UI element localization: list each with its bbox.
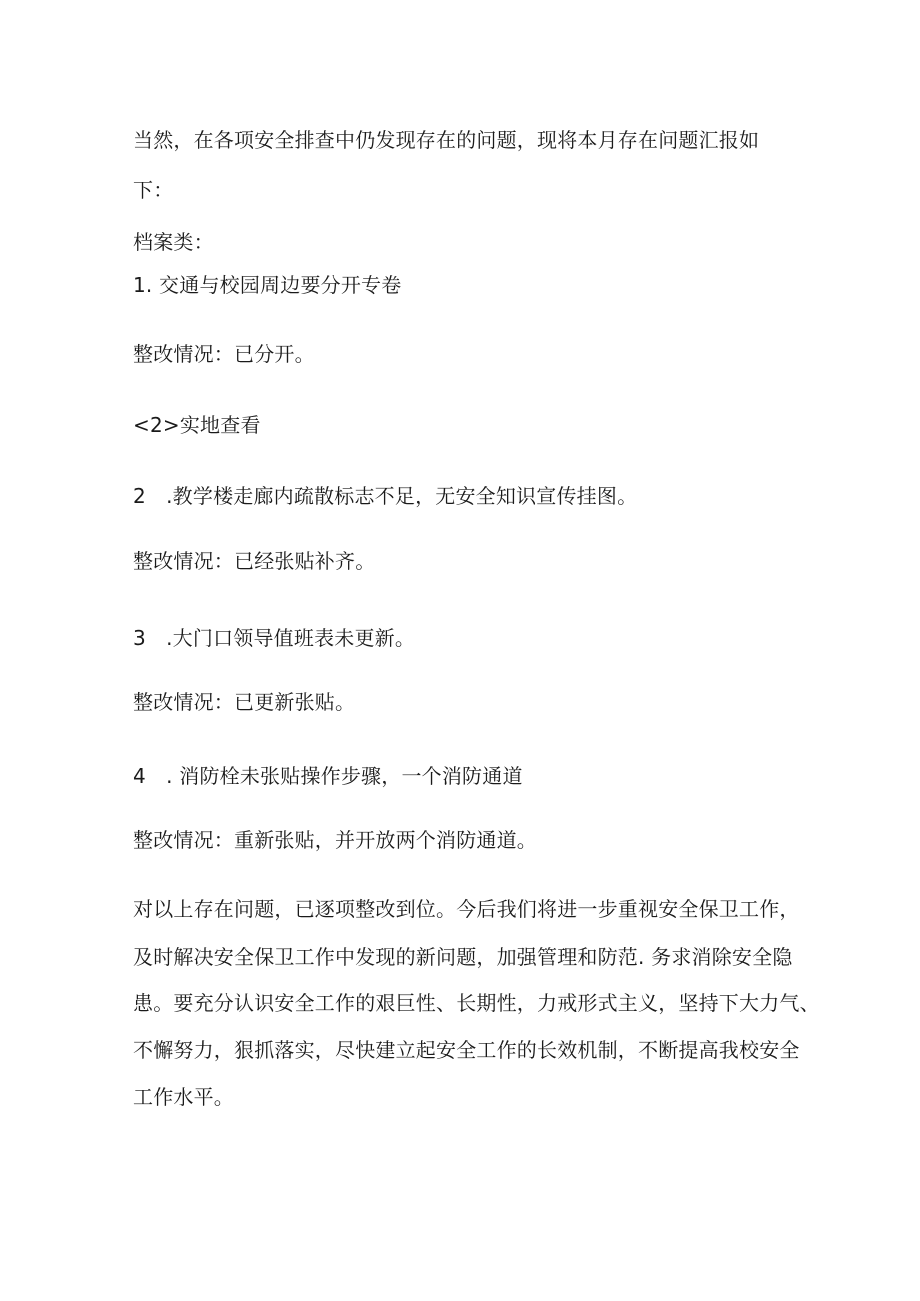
- item-4: 4 . 消防栓未张贴操作步骤，一个消防通道: [133, 764, 523, 788]
- item-2: 2 .教学楼走廊内疏散标志不足，无安全知识宣传挂图。: [133, 484, 638, 508]
- item-2-rectification: 整改情况：已经张贴补齐。: [133, 549, 376, 573]
- intro-line-1: 当然，在各项安全排查中仍发现存在的问题，现将本月存在问题汇报如: [133, 128, 760, 152]
- item-4-rectification: 整改情况：重新张贴，并开放两个消防通道。: [133, 828, 537, 852]
- conclusion-line: 对以上存在问题，已逐项整改到位。今后我们将进一步重视安全保卫工作，: [133, 897, 800, 921]
- conclusion-line: 及时解决安全保卫工作中发现的新问题，加强管理和防范. 务求消除安全隐: [133, 945, 793, 969]
- section-heading-archive: 档案类：: [133, 230, 214, 254]
- section-heading-onsite: <2>实地查看: [133, 413, 261, 437]
- conclusion-line: 不懈努力，狠抓落实，尽快建立起安全工作的长效机制，不断提高我校安全: [133, 1038, 800, 1062]
- item-3-rectification: 整改情况：已更新张贴。: [133, 690, 356, 714]
- conclusion-line: 患。要充分认识安全工作的艰巨性、长期性，力戒形式主义，坚持下大力气、: [133, 991, 820, 1015]
- conclusion-line: 工作水平。: [133, 1085, 234, 1109]
- item-1-rectification: 整改情况：已分开。: [133, 342, 315, 366]
- intro-line-2: 下：: [133, 178, 174, 202]
- item-1: 1. 交通与校园周边要分开专卷: [133, 273, 402, 297]
- item-3: 3 .大门口领导值班表未更新。: [133, 626, 416, 650]
